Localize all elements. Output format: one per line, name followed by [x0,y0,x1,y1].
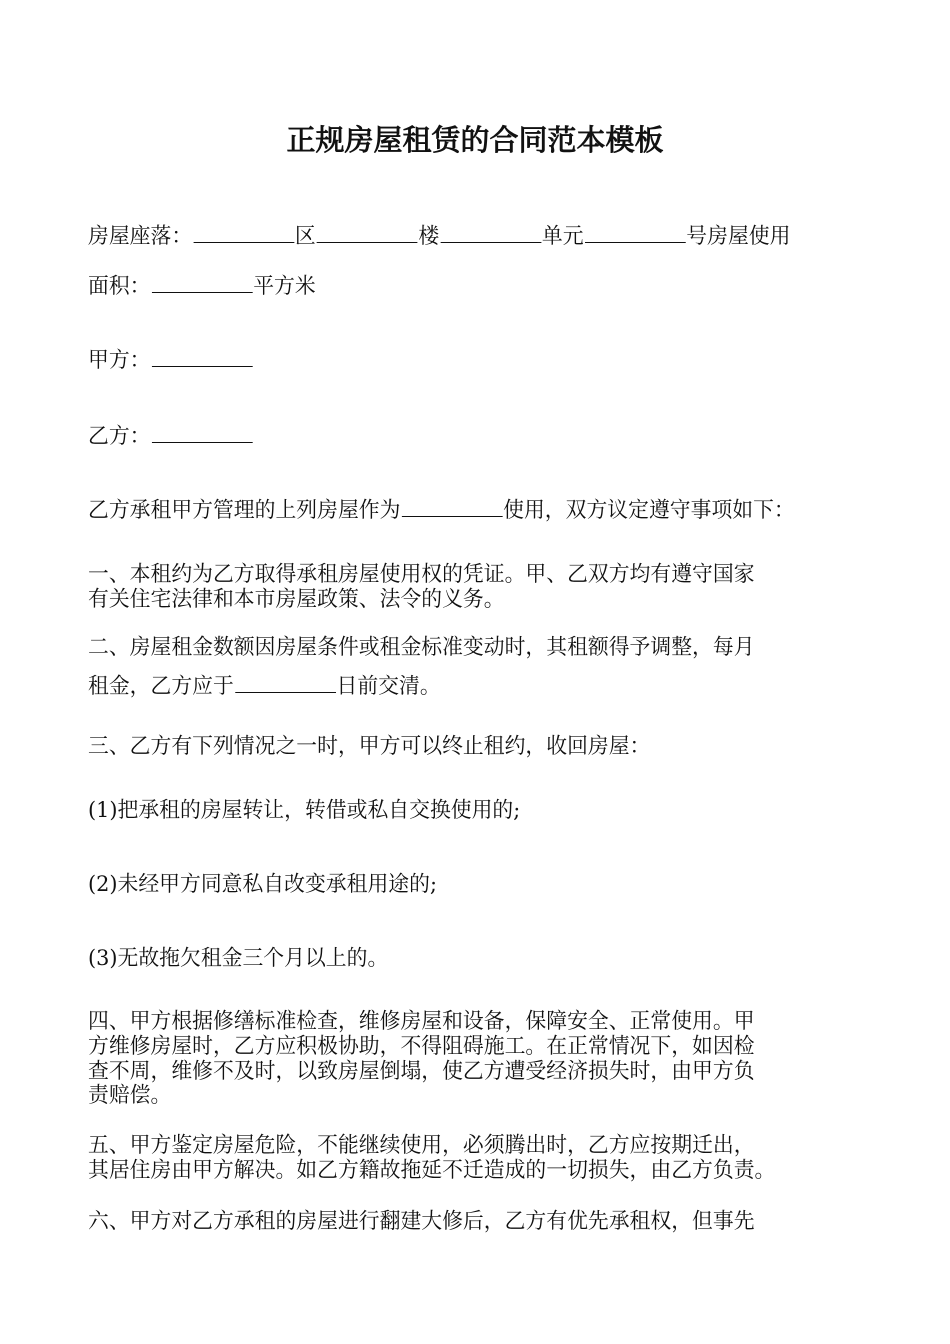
location-label: 房屋座落： [88,224,193,249]
blank-field[interactable] [317,222,418,243]
blank-field[interactable] [151,422,252,443]
area-line [88,272,863,301]
purpose-line [88,496,863,525]
clause4-line1: 四、甲方根据修缮标准检查，维修房屋和设备，保障安全、正常使用。甲 [88,1009,755,1034]
clause1-line1: 一、本租约为乙方取得承租房屋使用权的凭证。甲、乙双方均有遵守国家 [88,562,755,587]
blank-field[interactable] [440,222,541,243]
clause5-line2: 其居住房由甲方解决。如乙方籍故拖延不迁造成的一切损失，由乙方负责。 [88,1158,776,1183]
purpose-after: 使用，双方议定遵守事项如下： [503,498,795,523]
clause5-line1: 五、甲方鉴定房屋危险，不能继续使用，必须腾出时，乙方应按期迁出， [88,1133,755,1158]
blank-field[interactable] [401,496,502,517]
clause3-item1: (1)把承租的房屋转让，转借或私自交换使用的; [88,798,521,823]
clause3-intro: 三、乙方有下列情况之一时，甲方可以终止租约，收回房屋： [88,734,651,759]
party-a-label: 甲方： [88,348,151,373]
clause4-line2: 方维修房屋时，乙方应积极协助，不得阻碍施工。在正常情况下，如因检 [88,1034,755,1059]
clause2-line2-before: 租金，乙方应于 [88,674,234,699]
clause6-line1: 六、甲方对乙方承租的房屋进行翻建大修后，乙方有优先承租权，但事先 [88,1209,755,1234]
blank-field[interactable] [193,222,294,243]
blank-field[interactable] [151,272,252,293]
room-label: 号房屋使用 [686,224,791,249]
clause4-line3: 查不周，维修不及时，以致房屋倒塌，使乙方遭受经济损失时，由甲方负 [88,1059,755,1084]
area-unit: 平方米 [253,274,316,299]
clause3-item2: (2)未经甲方同意私自改变承租用途的; [88,872,437,897]
clause2-line1: 二、房屋租金数额因房屋条件或租金标准变动时，其租额得予调整，每月 [88,635,755,660]
blank-field[interactable] [151,346,252,367]
area-label: 面积： [88,274,151,299]
clause1-line2: 有关住宅法律和本市房屋政策、法令的义务。 [88,587,505,612]
document-title: 正规房屋租赁的合同范本模板 [286,123,664,157]
clause3-item3: (3)无故拖欠租金三个月以上的。 [88,946,389,971]
party-a-line [88,346,863,375]
unit-label: 单元 [541,224,584,249]
purpose-before: 乙方承租甲方管理的上列房屋作为 [88,498,401,523]
district-label: 区 [294,224,316,249]
clause2-line2-after: 日前交清。 [336,674,441,699]
blank-field[interactable] [235,672,336,693]
clause2-line2 [88,672,863,701]
clause4-line4: 责赔偿。 [88,1083,172,1108]
party-b-label: 乙方： [88,424,151,449]
building-label: 楼 [418,224,440,249]
party-b-line [88,422,863,451]
blank-field[interactable] [585,222,686,243]
location-line [88,222,863,251]
